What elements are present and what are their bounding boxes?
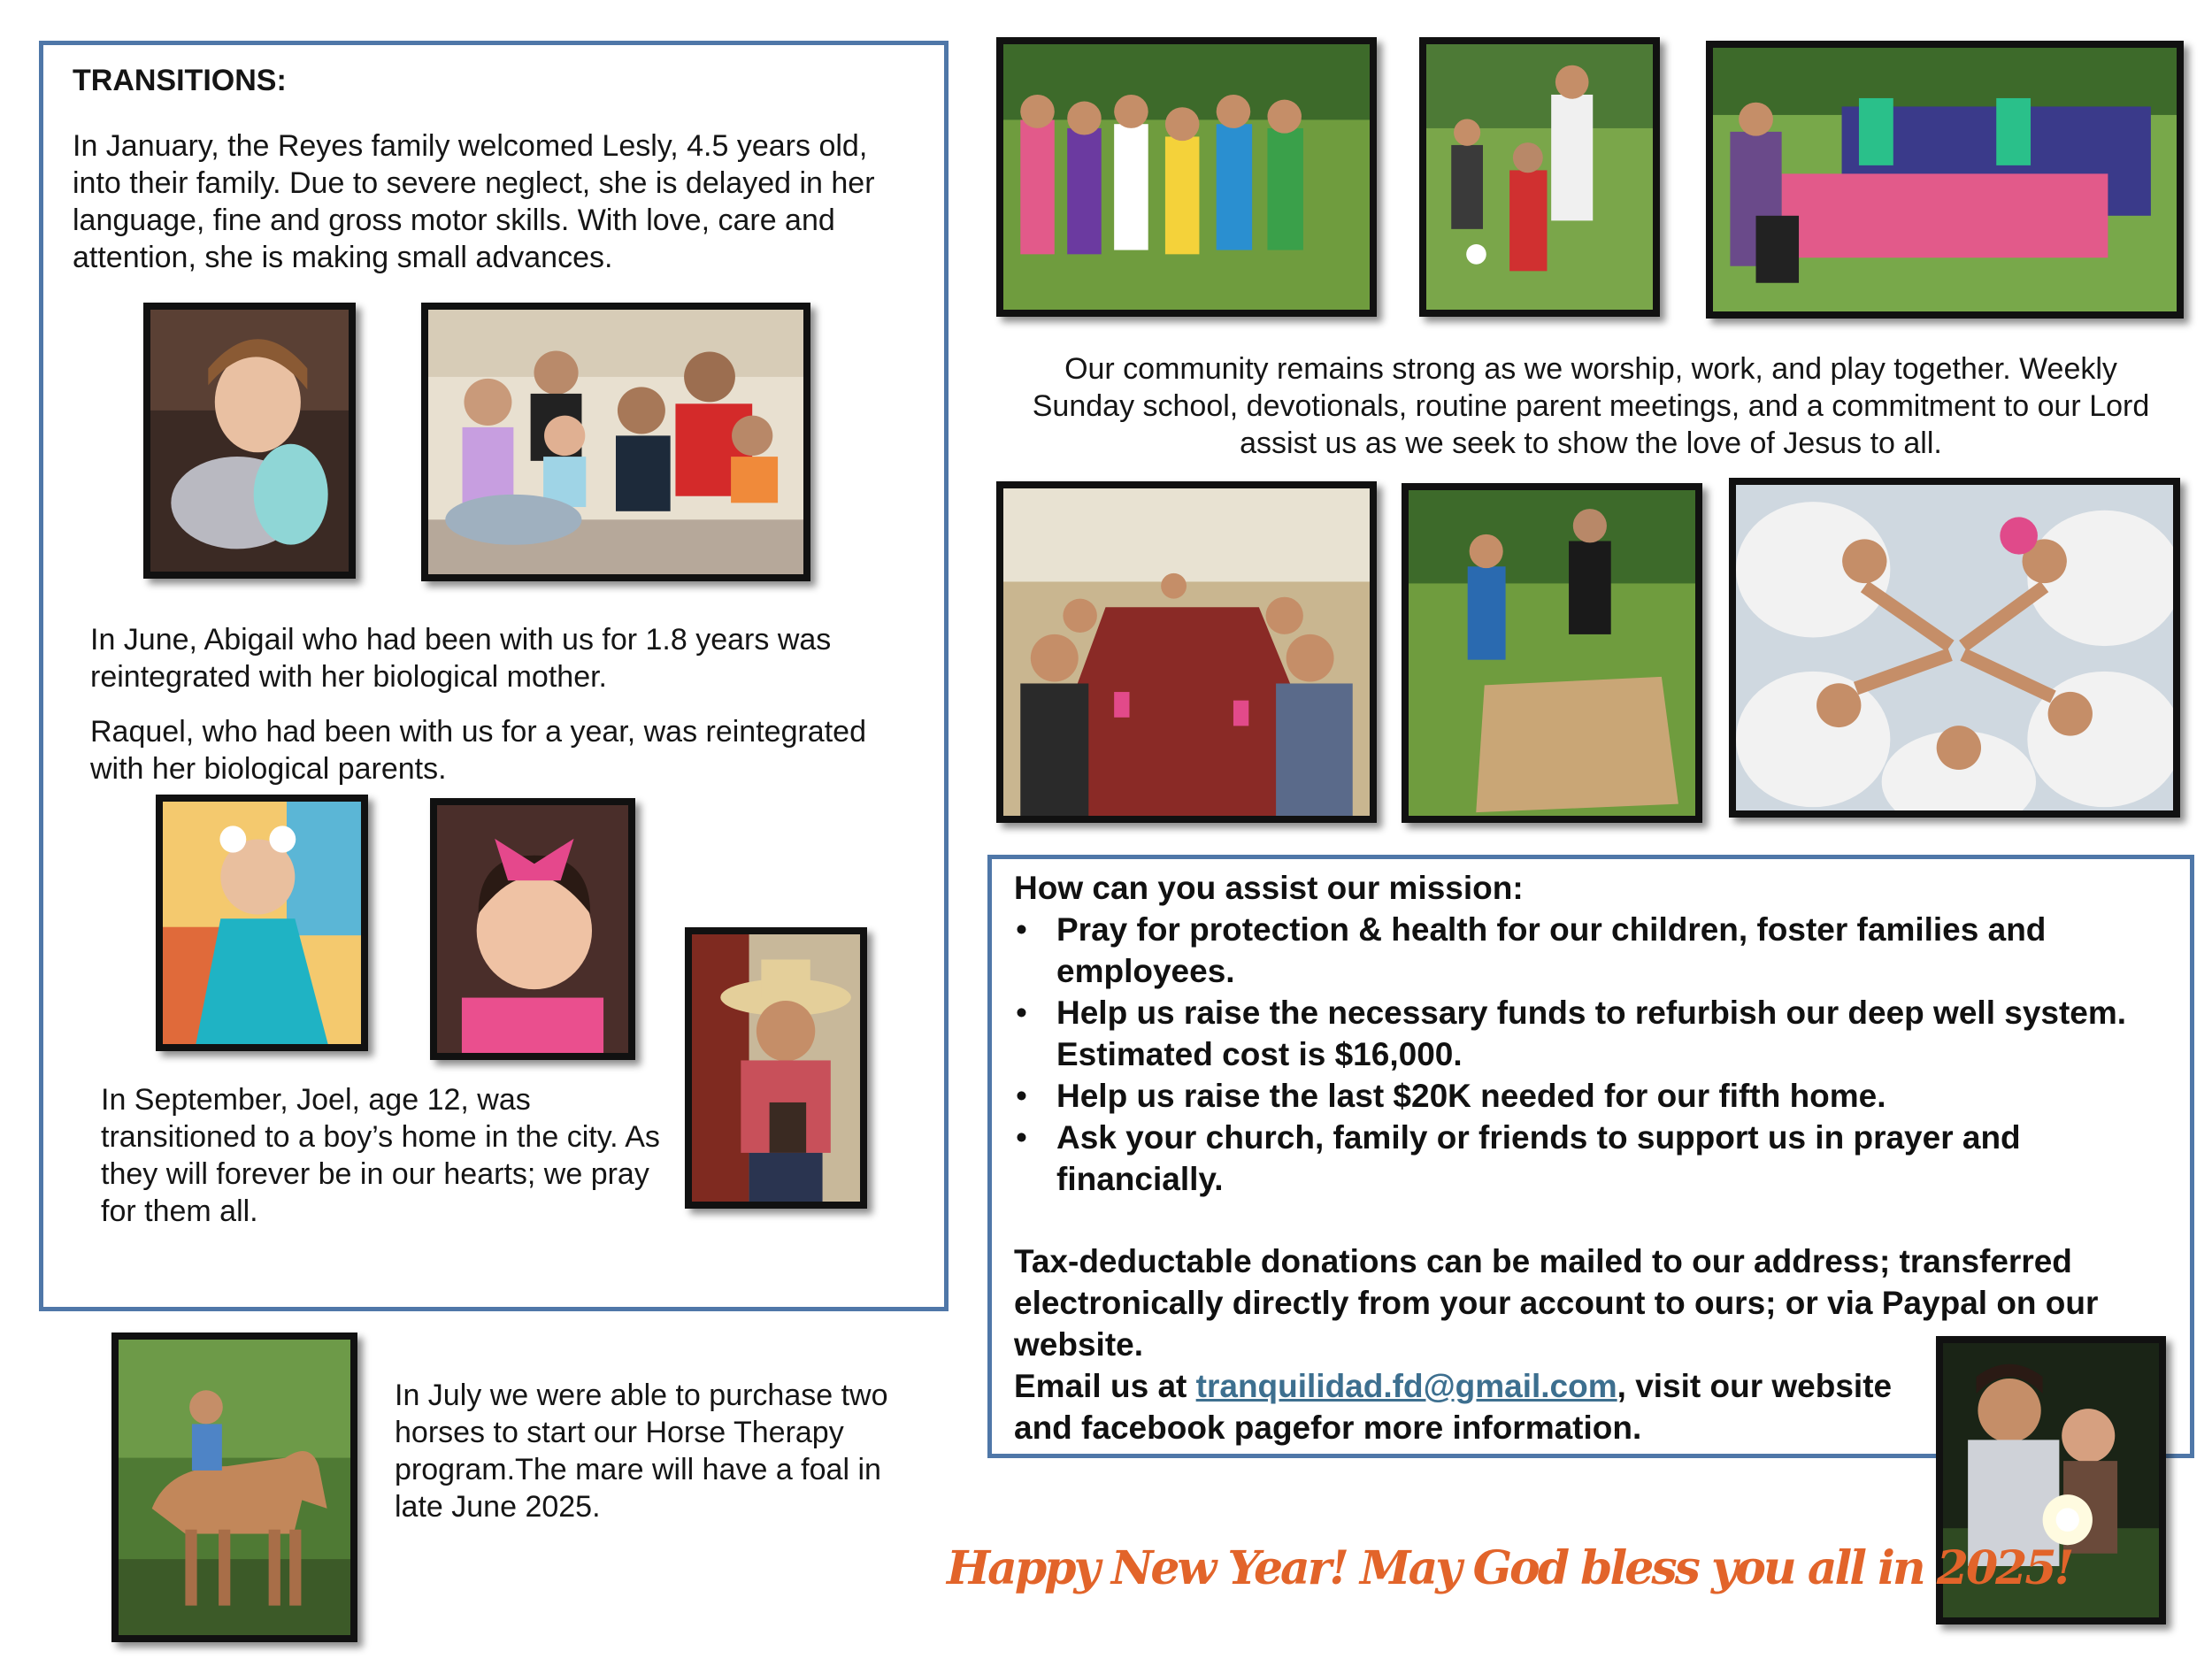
transitions-heading: TRANSITIONS:	[73, 64, 287, 97]
january-paragraph: In January, the Reyes family welcomed Lesly, 4.5 years old, into their family. Due to severe neglect, she is delayed in her language, fine and gross motor skills. With love, care and attention, she is making small advances.	[73, 129, 875, 274]
group-party-photo	[1706, 41, 2184, 319]
tic-tac-toe-photo	[1402, 483, 1702, 823]
assist-item-church: • Ask your church, family or friends to support us in prayer and financially.	[1014, 1117, 2173, 1200]
horse-photo	[111, 1333, 357, 1642]
community-caption: Our community remains strong as we worship, work, and play together. Weekly Sunday school, devotionals, routine parent meetings, and a commitment to our Lord assist us as we seek to show the love of Jesus to all.	[1032, 352, 2150, 460]
new-year-greeting: Happy New Year! May God bless you all in 2025!	[947, 1541, 2072, 1595]
email-prefix: Email us at	[1014, 1368, 1187, 1404]
assist-item-fifth-home: • Help us raise the last $20K needed for our fifth home.	[1014, 1075, 2173, 1117]
lesly-photo	[143, 303, 356, 579]
assist-item-well: • Help us raise the necessary funds to refurbish our deep well system. Estimated cost is $16,000.	[1014, 992, 2173, 1075]
assist-heading: How can you assist our mission:	[1014, 870, 1524, 906]
dinner-table-photo	[996, 481, 1377, 823]
july-paragraph: In July we were able to purchase two horses to start our Horse Therapy program.The mare will have a foal in late June 2025.	[395, 1379, 888, 1524]
assist-item-pray: • Pray for protection & health for our children, foster families and employees.	[1014, 909, 2173, 992]
assist-list	[1014, 909, 2173, 1200]
kids-game-photo	[996, 37, 1377, 317]
abigail-photo	[156, 795, 368, 1051]
raquel-paragraph: Raquel, who had been with us for a year, was reintegrated with her biological parents.	[90, 715, 866, 786]
june-paragraph: In June, Abigail who had been with us for 1.8 years was reintegrated with her biological mother.	[90, 623, 832, 694]
soccer-photo	[1419, 37, 1660, 317]
email-suffix: , visit our website and facebook pagefor more information.	[1014, 1368, 1893, 1446]
contact-line	[1014, 1365, 1925, 1448]
email-link[interactable]: tranquilidad.fd@gmail.com	[1195, 1368, 1617, 1404]
reyes-family-photo	[421, 303, 810, 581]
september-paragraph: In September, Joel, age 12, was transitioned to a boy’s home in the city. As they will forever be in our hearts; we pray for them all.	[101, 1083, 660, 1228]
joel-photo	[685, 927, 867, 1209]
donations-text: Tax-deductable donations can be mailed to our address; transferred electronically directly from your account to ours; or via Paypal on our website.	[1014, 1243, 2099, 1363]
hands-together-photo	[1729, 478, 2180, 818]
raquel-photo	[430, 798, 635, 1060]
